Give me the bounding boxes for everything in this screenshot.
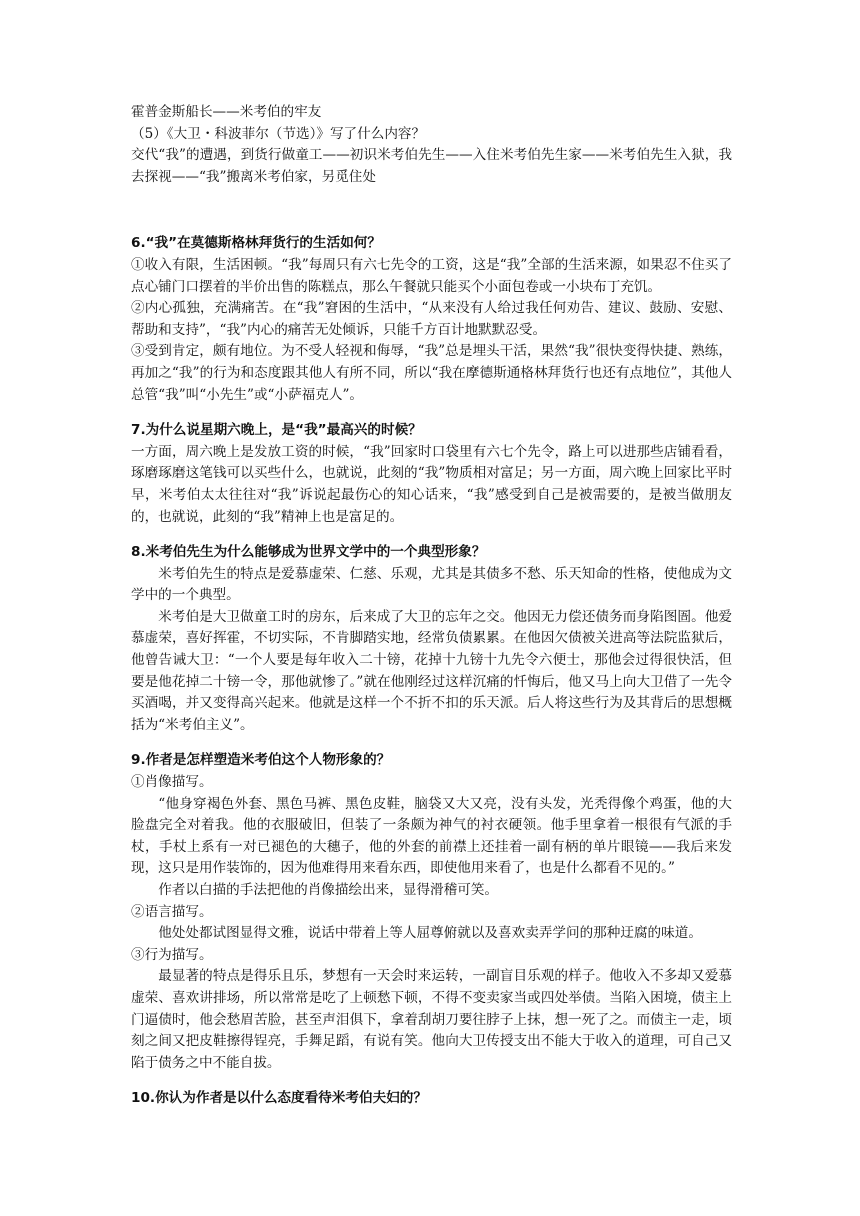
question-10-title: 10.你认为作者是以什么态度看待米考伯夫妇的？ <box>131 1090 427 1107</box>
question-9-subhead-portrait: ①肖像描写。 <box>131 774 213 791</box>
question-7-answer: 一方面，周六晚上是发放工资的时候，“我”回家时口袋里有六七个先令，路上可以进那些店铺看看，琢磨琢磨这笔钱可以买些什么，也就说，此刻的“我”物质相对富足；另一方面，周六晚上回家比平时早，米考伯太太往往对“我”诉说起最伤心的知心话来，“我”感受到自己是被需要的，是被当做朋友的，也就说，此刻的“我”精神上也是富足的。 <box>131 443 732 525</box>
question-9-language-text: 他处处都试图显得文雅，说话中带着上等人屈尊俯就以及喜欢卖弄学问的那种迂腐的味道。 <box>158 925 702 942</box>
question-6-point-2: ②内心孤独，充满痛苦。在“我”窘困的生活中，“从来没有人给过我任何劝告、建议、鼓励、安慰、帮助和支持”，“我”内心的痛苦无处倾诉，只能千方百计地默默忍受。 <box>131 300 732 338</box>
document-body <box>131 102 732 1110</box>
question-8-paragraph-1: 米考伯先生的特点是爱慕虚荣、仁慈、乐观，尤其是其债多不愁、乐天知命的性格，使他成为文学中的一个典型。 <box>131 565 732 604</box>
question-6-point-1: ①收入有限，生活困顿。“我”每周只有六七先令的工资，这是“我”全部的生活来源，如果忍不住买了点心铺门口摆着的半价出售的陈糕点，那么午餐就只能买个小面包卷或一小块布丁充饥。 <box>131 256 732 295</box>
spacer <box>131 188 732 233</box>
spacer <box>131 406 732 420</box>
question-6-title: 6.“我”在莫德斯格林拜货行的生活如何？ <box>131 235 381 252</box>
question-9-subhead-action: ③行为描写。 <box>131 946 213 963</box>
question-5: （5）《大卫・科波菲尔（节选）》写了什么内容？ <box>131 125 426 142</box>
question-7-title: 7.为什么说星期六晚上，是“我”最高兴的时候？ <box>131 422 422 439</box>
question-9-action-text: 最显著的特点是得乐且乐，梦想有一天会时来运转，一副盲目乐观的样子。他收入不多却又爱慕虚荣、喜欢讲排场，所以常常是吃了上顿愁下顿，不得不变卖家当或四处举债。当陷入困境，债主上门逼债时，他会愁眉苦脸，甚至声泪俱下，拿着刮胡刀要往脖子上抹，想一死了之。而债主一走，顷刻之间又把皮鞋擦得锃亮，手舞足蹈，有说有笑。他向大卫传授支出不能大于收入的道理，可自己又陷于债务之中不能自拔。 <box>131 968 732 1071</box>
intro-line: 霍普金斯船长——米考伯的牢友 <box>131 104 322 120</box>
spacer <box>131 1074 732 1088</box>
question-9-subhead-language: ②语言描写。 <box>131 903 213 920</box>
question-8-paragraph-2: 米考伯是大卫做童工时的房东，后来成了大卫的忘年之交。他因无力偿还债务而身陷图圄。他爱慕虚荣，喜好挥霍，不切实际，不肯脚踏实地，经常负债累累。在他因欠债被关进高等法院监狱后，他曾告诫大卫：“一个人要是每年收入二十镑，花掉十九镑十九先令六便士，那他会过得很快活，但要是他花掉二十镑一令，那他就惨了。”就在他刚经过这样沉痛的忏悔后，他又马上向大卫借了一先令买酒喝，并又变得高兴起来。他就是这样一个不折不扣的乐天派。后人将这些行为及其背后的思想概括为“米考伯主义”。 <box>131 608 732 733</box>
question-9-portrait-comment: 作者以白描的手法把他的肖像描绘出来，显得滑稽可笑。 <box>158 882 499 898</box>
question-9-portrait-quote: “他身穿褐色外套、黑色马裤、黑色皮鞋，脑袋又大又亮，没有头发，光秃得像个鸡蛋，他的大脸盘完全对着我。他的衣服破旧，但装了一条颇为神气的衬衣硬领。他手里拿着一根很有气派的手杖，手杖上系有一对已褪色的大穗子，他的外套的前襟上还挂着一副有柄的单片眼镜——我后来发现，这只是用作装饰的，因为他难得用来看东西，即使他用来看了，也是什么都看不见的。” <box>131 795 732 877</box>
question-6-point-3: ③受到肯定，颇有地位。为不受人轻视和侮辱，“我”总是埋头干活，果然“我”很快变得快捷、熟练，再加之“我”的行为和态度跟其他人有所不同，所以“我在摩德斯通格林拜货行也还有点地位”，其他人总管“我”叫“小先生”或“小萨福克人”。 <box>131 343 732 403</box>
answer-5: 交代“我”的遭遇，到货行做童工——初识米考伯先生——入住米考伯先生家——米考伯先生入狱，我去探视——“我”搬离米考伯家，另觅住处 <box>131 147 732 185</box>
question-8-title: 8.米考伯先生为什么能够成为世界文学中的一个典型形象？ <box>131 544 486 561</box>
question-9-title: 9.作者是怎样塑造米考伯这个人物形象的？ <box>131 752 391 769</box>
spacer <box>131 736 732 750</box>
spacer <box>131 528 732 542</box>
